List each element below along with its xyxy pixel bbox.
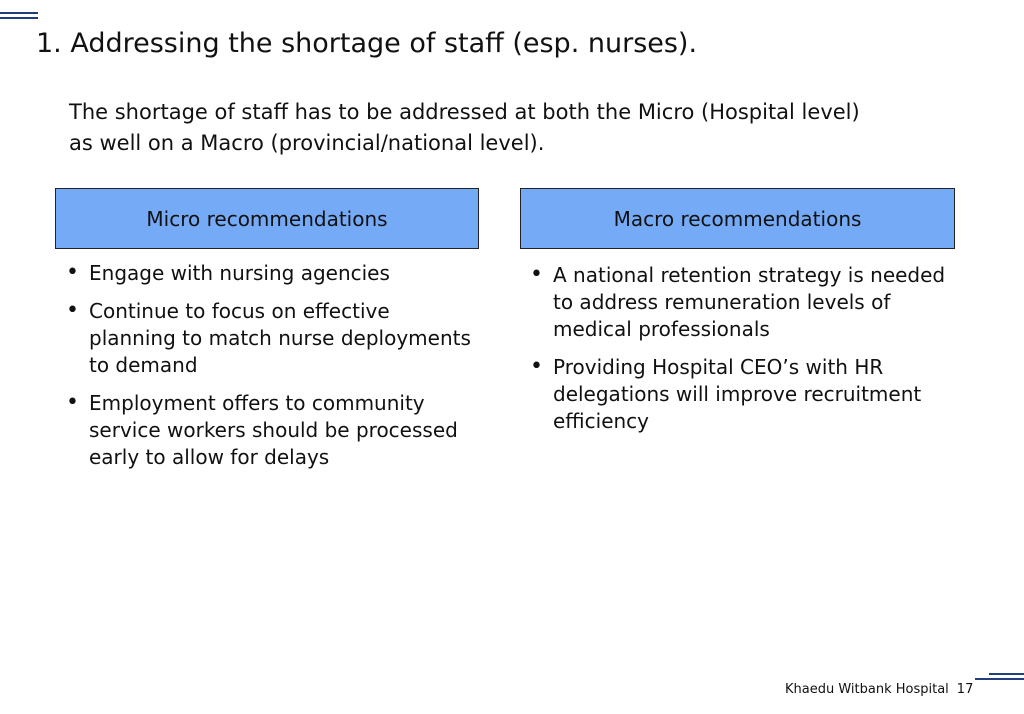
micro-recommendations-list xyxy=(66,260,476,482)
bullet-icon: • xyxy=(66,390,79,415)
bullet-icon: • xyxy=(66,260,79,285)
list-item xyxy=(530,262,950,343)
list-item-text: Providing Hospital CEO’s with HR delegations will improve recruitment efficiency xyxy=(553,355,922,433)
list-item xyxy=(66,260,476,287)
footer-organization: Khaedu Witbank Hospital xyxy=(785,682,949,697)
decorative-lines-top-left xyxy=(0,12,38,22)
list-item-text: A national retention strategy is needed to address remuneration levels of medical professionals xyxy=(553,263,946,341)
decorative-lines-bottom-right xyxy=(975,673,1024,683)
list-item-text: Engage with nursing agencies xyxy=(89,261,390,285)
slide-title: 1. Addressing the shortage of staff (esp. nurses). xyxy=(36,28,698,59)
list-item xyxy=(66,390,476,471)
slide-footer xyxy=(785,682,973,697)
macro-recommendations-list xyxy=(530,262,950,446)
bullet-icon: • xyxy=(66,298,79,323)
list-item-text: Employment offers to community service workers should be processed early to allow for delays xyxy=(89,391,458,469)
list-item-text: Continue to focus on effective planning to match nurse deployments to demand xyxy=(89,299,471,377)
macro-recommendations-header: Macro recommendations xyxy=(520,188,955,249)
page-number: 17 xyxy=(956,682,974,697)
bullet-icon: • xyxy=(530,354,543,379)
intro-text: The shortage of staff has to be addressed at both the Micro (Hospital level) as well on a Macro (provincial/national level). xyxy=(69,100,860,155)
list-item xyxy=(530,354,950,435)
micro-recommendations-header: Micro recommendations xyxy=(55,188,479,249)
bullet-icon: • xyxy=(530,262,543,287)
list-item xyxy=(66,298,476,379)
